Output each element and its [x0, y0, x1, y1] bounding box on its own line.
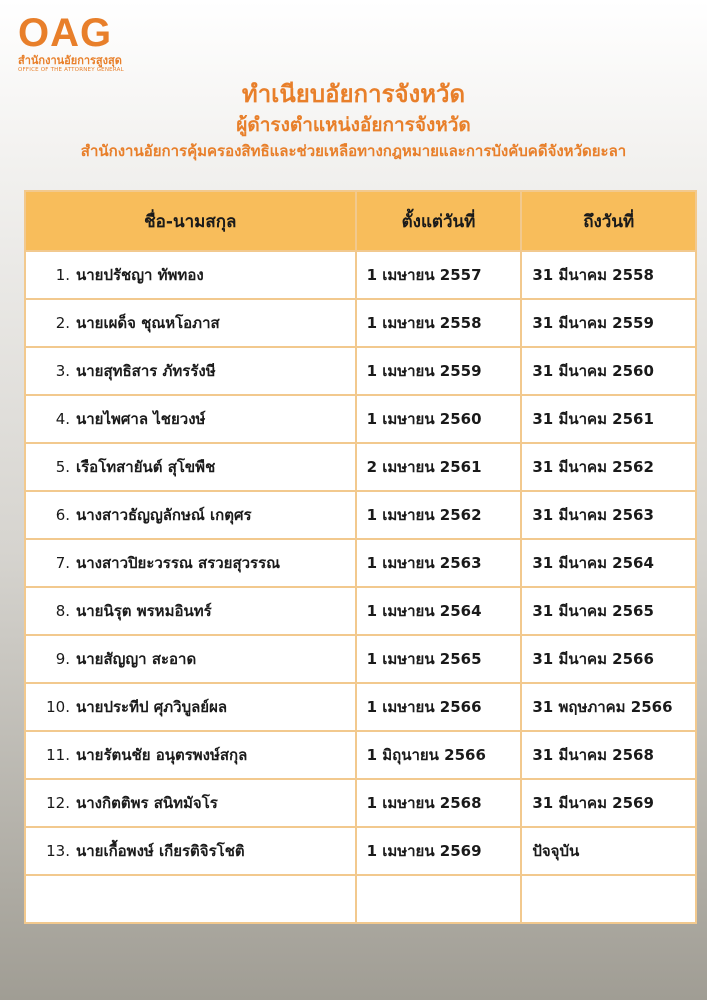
table-row: [25, 779, 696, 827]
name-cell: [25, 635, 356, 683]
officer-name: นายเผด็จ ชุณหโอภาส: [76, 314, 220, 332]
table-row-empty: [25, 875, 696, 923]
officer-name: นายเกื้อพงษ์ เกียรติจิรโชติ: [76, 842, 245, 860]
table-row: [25, 491, 696, 539]
to-cell: [521, 875, 696, 923]
from-cell: 1 เมษายน 2558: [356, 299, 522, 347]
from-cell: 1 มิถุนายน 2566: [356, 731, 522, 779]
row-number: 9.: [55, 650, 70, 668]
from-cell: 1 เมษายน 2559: [356, 347, 522, 395]
row-number: 6.: [55, 506, 70, 524]
office-name: สำนักงานอัยการคุ้มครองสิทธิและช่วยเหลือทางกฎหมายและการบังคับคดีจังหวัดยะลา: [80, 142, 627, 160]
from-cell: 1 เมษายน 2562: [356, 491, 522, 539]
table-row: [25, 395, 696, 443]
row-number: 12.: [46, 794, 70, 812]
header-name: ชื่อ-นามสกุล: [25, 191, 356, 251]
table-row: [25, 539, 696, 587]
name-cell: [25, 443, 356, 491]
to-cell: 31 พฤษภาคม 2566: [521, 683, 696, 731]
name-cell: [25, 587, 356, 635]
table-row: [25, 347, 696, 395]
logo-mark: OAG: [18, 11, 113, 55]
page-title: ทำเนียบอัยการจังหวัด: [241, 80, 466, 108]
from-cell: 1 เมษายน 2557: [356, 251, 522, 299]
table-row: [25, 587, 696, 635]
officer-name: นางสาวปิยะวรรณ สรวยสุวรรณ: [76, 554, 281, 572]
to-cell: 31 มีนาคม 2559: [521, 299, 696, 347]
row-number: 13.: [46, 842, 70, 860]
officer-name: นายรัตนชัย อนุตรพงษ์สกุล: [76, 746, 248, 764]
officer-name: นายประทีป ศุภวิบูลย์ผล: [76, 698, 228, 716]
name-cell: [25, 395, 356, 443]
name-cell: [25, 539, 356, 587]
to-cell: 31 มีนาคม 2561: [521, 395, 696, 443]
to-cell: 31 มีนาคม 2558: [521, 251, 696, 299]
row-number: 10.: [46, 698, 70, 716]
officer-name: นายสุทธิสาร ภัทรรังษี: [76, 362, 216, 380]
table-header-row: [25, 191, 696, 251]
row-number: 11.: [46, 746, 70, 764]
from-cell: 1 เมษายน 2565: [356, 635, 522, 683]
from-cell: 2 เมษายน 2561: [356, 443, 522, 491]
row-number: 4.: [55, 410, 70, 428]
row-number: 1.: [55, 266, 70, 284]
officer-name: นางกิตติพร สนิทมัจโร: [76, 794, 218, 812]
officer-name: นายนิรุต พรหมอินทร์: [76, 602, 212, 620]
name-cell: [25, 875, 356, 923]
logo-english-text: OFFICE OF THE ATTORNEY GENERAL: [18, 67, 124, 73]
to-cell: 31 มีนาคม 2564: [521, 539, 696, 587]
name-cell: [25, 251, 356, 299]
name-cell: [25, 827, 356, 875]
name-cell: [25, 299, 356, 347]
row-number: 2.: [55, 314, 70, 332]
name-cell: [25, 683, 356, 731]
table-row: [25, 299, 696, 347]
header-from: ตั้งแต่วันที่: [356, 191, 522, 251]
name-cell: [25, 491, 356, 539]
header-to: ถึงวันที่: [521, 191, 696, 251]
officer-name: นายไพศาล ไชยวงษ์: [76, 410, 206, 428]
to-cell: ปัจจุบัน: [521, 827, 696, 875]
name-cell: [25, 779, 356, 827]
table-row: [25, 443, 696, 491]
to-cell: 31 มีนาคม 2568: [521, 731, 696, 779]
to-cell: 31 มีนาคม 2563: [521, 491, 696, 539]
from-cell: 1 เมษายน 2560: [356, 395, 522, 443]
officer-name: นายปรัชญา ทัพทอง: [76, 266, 204, 284]
row-number: 7.: [55, 554, 70, 572]
to-cell: 31 มีนาคม 2566: [521, 635, 696, 683]
from-cell: 1 เมษายน 2564: [356, 587, 522, 635]
title-block: [0, 78, 707, 162]
to-cell: 31 มีนาคม 2565: [521, 587, 696, 635]
name-cell: [25, 731, 356, 779]
officer-name: เรือโทสายันต์ สุโขพืช: [76, 458, 216, 476]
row-number: 3.: [55, 362, 70, 380]
from-cell: 1 เมษายน 2566: [356, 683, 522, 731]
from-cell: 1 เมษายน 2563: [356, 539, 522, 587]
to-cell: 31 มีนาคม 2560: [521, 347, 696, 395]
logo-thai-text: สำนักงานอัยการสูงสุด: [18, 54, 122, 67]
table-row: [25, 635, 696, 683]
page-subtitle: ผู้ดำรงตำแหน่งอัยการจังหวัด: [236, 114, 471, 136]
to-cell: 31 มีนาคม 2562: [521, 443, 696, 491]
from-cell: 1 เมษายน 2568: [356, 779, 522, 827]
row-number: 8.: [55, 602, 70, 620]
from-cell: [356, 875, 522, 923]
from-cell: 1 เมษายน 2569: [356, 827, 522, 875]
row-number: 5.: [55, 458, 70, 476]
table-row: [25, 683, 696, 731]
table-row: [25, 827, 696, 875]
oag-logo: [18, 12, 128, 74]
officers-table: [24, 190, 697, 924]
table-row: [25, 731, 696, 779]
to-cell: 31 มีนาคม 2569: [521, 779, 696, 827]
table-row: [25, 251, 696, 299]
name-cell: [25, 347, 356, 395]
officer-name: นายสัญญา สะอาด: [76, 650, 197, 668]
officer-name: นางสาวธัญญลักษณ์ เกตุศร: [76, 506, 252, 524]
